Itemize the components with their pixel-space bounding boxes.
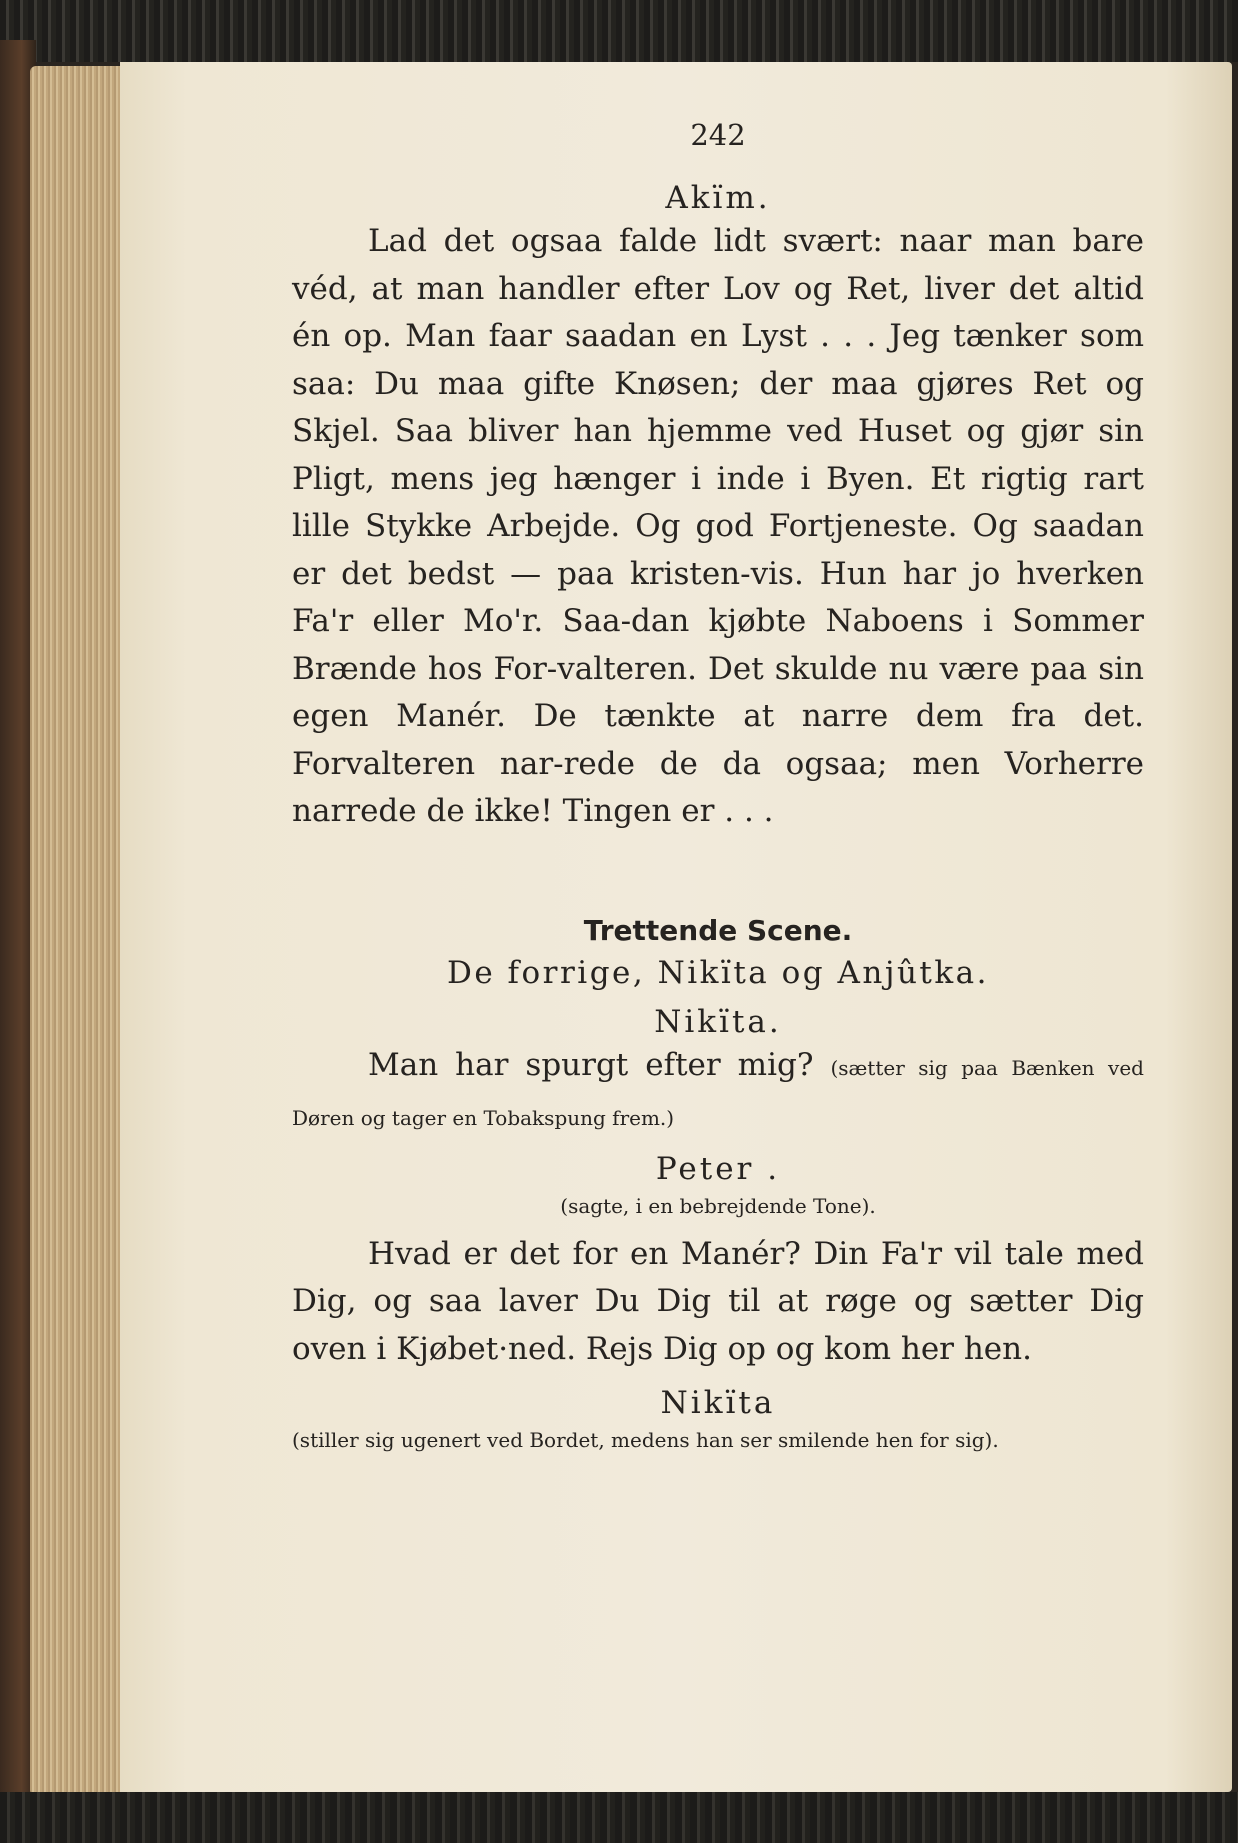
speech-peter [292,1231,1144,1374]
stage-direction-nikita-2: (stiller sig ugenert ved Bordet, medens han ser smilende hen for sig). [292,1428,999,1452]
speech-nikita-1-text: Man har spurgt efter mig? [368,1046,814,1083]
page-number: 242 [690,118,746,152]
book-cloth-bottom [0,1792,1238,1843]
speech-nikita-1 [292,1042,1144,1143]
page-content [292,118,1144,1457]
speaker-peter: Peter . [655,1150,781,1187]
book-cloth-top [0,0,1238,62]
speaker-akim: Akïm. [665,180,771,216]
stage-direction-peter: (sagte, i en bebrejdende Tone). [560,1193,876,1218]
speech-akim [292,218,1144,836]
speech-peter-text: Hvad er det for en Manér? Din Fa'r vil tale med Dig, og saa laver Du Dig til at røge og sætter Dig oven i Kjøbet·ned. Rejs Dig op og kom her hen. [292,1235,1144,1367]
scene-characters: De forrige, Nikïta og Anjûtka. [446,954,990,991]
speech-akim-text: Lad det ogsaa falde lidt svært: naar man bare véd, at man handler efter Lov og Ret, liver det altid én op. Man faar saadan en Lyst . . . Jeg tænker som saa: Du maa gifte Knøsen; der maa gjøres Ret og Skjel. Saa bliver han hjemme ved Huset og gjør sin Pligt, mens jeg hænger i inde i Byen. Et rigtig rart lille Stykke Arbejde. Og god Fortjeneste. Og saadan er det bedst — paa kristen-vis. Hun har jo hverken Fa'r eller Mo'r. Saa-dan kjøbte Naboens i Sommer Brænde hos For-valteren. Det skulde nu være paa sin egen Manér. De tænkte at narre dem fra det. Forvalteren nar-rede de da ogsaa; men Vorherre narrede de ikke! Tingen er . . . [292,223,1144,829]
speaker-nikita-2: Nikïta [660,1385,776,1421]
scene-title: Trettende Scene. [583,913,853,947]
stage-direction-nikita-1: (sætter sig paa Bænken ved Døren og tager en Tobakspung frem.) [292,1055,1144,1130]
speaker-nikita-1: Nikïta. [654,1003,782,1040]
